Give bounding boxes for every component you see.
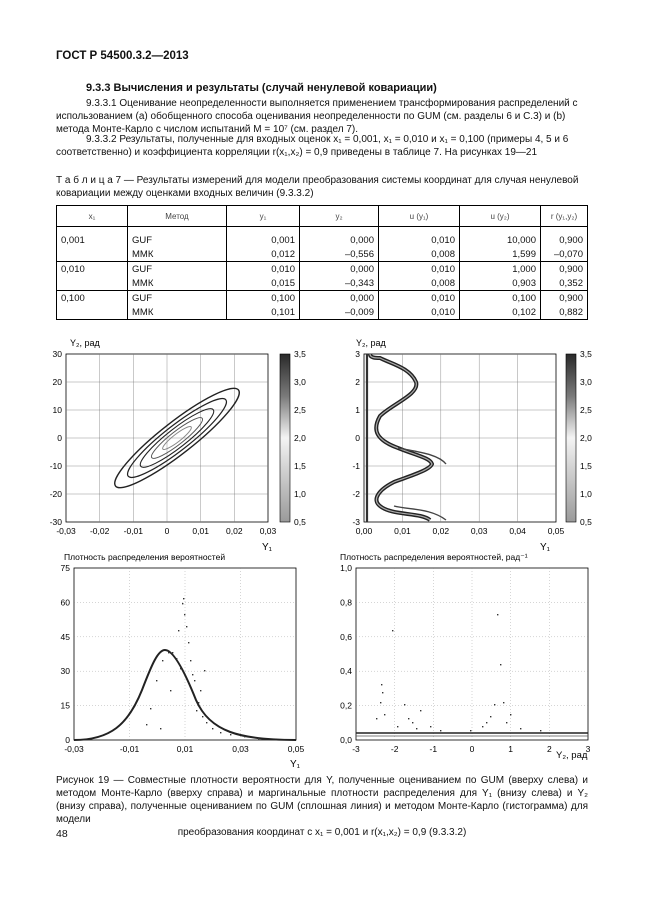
mc-histogram-mark xyxy=(258,738,259,739)
y-tick-label: 30 xyxy=(60,666,70,677)
mc-histogram-mark xyxy=(412,722,413,723)
colorbar-tick-label: 3,0 xyxy=(580,377,592,387)
br-xlabel: Y₂, рад xyxy=(556,750,588,761)
mc-histogram-mark xyxy=(380,702,381,703)
section-title: 9.3.3 Вычисления и результаты (случай ненулевой ковариации) xyxy=(86,82,437,94)
cell-y1: 0,101 xyxy=(227,305,300,320)
y-tick-label: 0 xyxy=(65,735,70,745)
x-tick-label: -1 xyxy=(429,744,438,754)
y-tick-label: 20 xyxy=(52,377,62,387)
col-u-y1: u (y₁) xyxy=(379,206,460,227)
cell-y2: –0,343 xyxy=(300,276,379,291)
col-y1: y₁ xyxy=(227,206,300,227)
y-tick-label: -10 xyxy=(49,461,62,471)
figure-caption xyxy=(56,774,588,839)
plot-bottom-left xyxy=(61,552,305,770)
cell-x1: 0,001 xyxy=(57,227,128,248)
x-tick-label: -0,03 xyxy=(56,526,76,536)
colorbar-tick-label: 2,0 xyxy=(580,433,592,443)
cell-y1: 0,015 xyxy=(227,276,300,291)
x-tick-label: 0,03 xyxy=(470,526,488,536)
br-frame xyxy=(356,568,588,740)
x-tick-label: 0,02 xyxy=(432,526,450,536)
cell-method: ММК xyxy=(128,276,227,291)
y-tick-label: 0,6 xyxy=(340,631,352,642)
x-tick-label: -0,01 xyxy=(123,526,144,536)
mc-histogram-mark xyxy=(520,728,521,729)
paragraph-9-3-3-1: 9.3.3.1 Оценивание неопределенности выполняется применением трансформирования распределений с использованием (a) обобщенного способа оценивания неопределенности по GUM (см. разделы 6 и С.3) и (b) метода Монте-Карло с числом испытаний M = 10⁷ (см. раздел 7). xyxy=(56,98,578,135)
x-tick-label: 0,05 xyxy=(547,526,565,536)
mc-histogram-mark xyxy=(503,702,504,703)
results-table xyxy=(56,205,588,320)
figure-19 xyxy=(0,330,646,770)
mc-histogram-mark xyxy=(204,670,205,671)
cell-y1: 0,012 xyxy=(227,247,300,262)
mc-histogram-mark xyxy=(540,730,541,731)
cell-method: GUF xyxy=(128,227,227,248)
y-tick-label: 2 xyxy=(355,377,360,387)
y-tick-label: 3 xyxy=(355,349,360,359)
mc-histogram-mark xyxy=(430,726,431,727)
cell-y2: 0,000 xyxy=(300,227,379,248)
mc-histogram-mark xyxy=(198,702,199,703)
tr-ylabel: Y₂, рад xyxy=(356,338,386,348)
tr-xlabel: Y₁ xyxy=(540,542,551,553)
cell-u-y2: 1,000 xyxy=(460,262,541,277)
bl-frame xyxy=(74,568,296,740)
cell-y2: 0,000 xyxy=(300,262,379,277)
x-tick-label: 2 xyxy=(546,744,552,754)
cell-y1: 0,010 xyxy=(227,262,300,277)
tl-xlabel: Y₁ xyxy=(262,542,273,553)
cell-y2: –0,556 xyxy=(300,247,379,262)
mc-histogram-mark xyxy=(486,722,487,723)
mc-histogram-mark xyxy=(500,664,501,665)
mc-histogram-mark xyxy=(490,716,491,717)
mc-histogram-mark xyxy=(156,680,157,681)
colorbar-tick-label: 3,5 xyxy=(580,349,592,359)
cell-r: 0,900 xyxy=(541,227,588,248)
colorbar-tick-label: 3,0 xyxy=(294,377,306,387)
plot-top-right xyxy=(352,338,592,553)
mc-histogram-mark xyxy=(178,630,179,631)
x-tick-label: -0,02 xyxy=(89,526,110,536)
mc-histogram-mark xyxy=(150,708,151,709)
colorbar-tick-label: 0,5 xyxy=(294,517,306,527)
y-tick-label: 0 xyxy=(57,433,62,443)
cell-u-y1: 0,010 xyxy=(379,227,460,248)
bl-title: Плотность распределения вероятностей xyxy=(64,552,226,562)
table-row xyxy=(57,276,588,291)
mc-histogram-mark xyxy=(168,652,169,653)
mc-histogram-mark xyxy=(497,614,498,615)
mc-histogram-mark xyxy=(188,642,189,643)
y-tick-label: 0,2 xyxy=(340,700,352,711)
mc-histogram-mark xyxy=(382,692,383,693)
y-tick-label: -20 xyxy=(49,489,62,499)
tl-ylabel: Y₂, рад xyxy=(70,338,100,348)
y-tick-label: 0,8 xyxy=(340,597,352,608)
mc-histogram-mark xyxy=(200,690,201,691)
figure-caption-text: Рисунок 19 — Совместные плотности вероятности для Y, полученные оцениванием по GUM (вверху слева) и методом Монте-Карло (вверху справа) и маргинальные плотности распределения для Y₁ (внизу слева) и Y₂ (внизу справа), полученные оцениванием по GUM (сплошная линия) и методом Монте-Карло (гистограмма) для модели xyxy=(56,775,588,825)
cell-u-y1: 0,010 xyxy=(379,291,460,306)
mc-histogram-mark xyxy=(160,728,161,729)
x-tick-label: 1 xyxy=(508,744,514,754)
x-tick-label: -3 xyxy=(352,744,360,754)
mc-histogram-mark xyxy=(176,658,177,659)
x-tick-label: 0,05 xyxy=(287,744,305,754)
x-tick-label: 0,03 xyxy=(232,744,249,754)
mc-histogram-mark xyxy=(202,716,203,717)
mc-histogram-mark xyxy=(196,710,197,711)
table-row xyxy=(57,247,588,262)
y-tick-label: 60 xyxy=(60,597,70,608)
x-tick-label: 3 xyxy=(585,744,591,754)
x-tick-label: -2 xyxy=(390,744,399,754)
cell-u-y1: 0,008 xyxy=(379,276,460,291)
mc-histogram-mark xyxy=(420,710,421,711)
mc-histogram-mark xyxy=(381,684,382,685)
x-tick-label: -0,01 xyxy=(119,744,140,754)
y-tick-label: 1,0 xyxy=(340,563,352,573)
mc-histogram-mark xyxy=(404,704,405,705)
figure-caption-last-line: преобразования координат с x₁ = 0,001 и r(x₁,x₂) = 0,9 (9.3.3.2) xyxy=(177,827,467,838)
mc-histogram-mark xyxy=(146,724,147,725)
colorbar-tick-label: 2,0 xyxy=(294,433,306,443)
y-tick-label: -3 xyxy=(352,517,360,527)
mc-histogram-mark xyxy=(510,714,511,715)
cell-method: GUF xyxy=(128,262,227,277)
table-row xyxy=(57,291,588,306)
cell-u-y1: 0,010 xyxy=(379,262,460,277)
x-tick-label: 0 xyxy=(164,526,170,536)
colorbar-tick-label: 1,5 xyxy=(294,461,306,471)
y-tick-label: -30 xyxy=(49,517,62,527)
cell-method: ММК xyxy=(128,305,227,320)
mc-histogram-mark xyxy=(392,630,393,631)
table-row xyxy=(57,262,588,277)
mc-histogram-mark xyxy=(162,660,163,661)
x-tick-label: 0 xyxy=(469,744,475,754)
table-caption: Т а б л и ц а 7 — Результаты измерений для модели преобразования системы координат для случая ненулевой ковариации между оценками входных величин (9.3.3.2) xyxy=(56,175,579,199)
cell-y1: 0,100 xyxy=(227,291,300,306)
col-x1: x₁ xyxy=(57,206,128,227)
mc-histogram-mark xyxy=(482,726,483,727)
table-row xyxy=(57,305,588,320)
cell-u-y2: 0,100 xyxy=(460,291,541,306)
x-tick-label: 0,03 xyxy=(259,526,277,536)
x-tick-label: 0,02 xyxy=(226,526,243,536)
col-u-y2: u (y₂) xyxy=(460,206,541,227)
mc-histogram-mark xyxy=(376,718,377,719)
page-number: 48 xyxy=(56,828,68,840)
cell-y2: –0,009 xyxy=(300,305,379,320)
colorbar-tick-label: 1,0 xyxy=(580,489,592,499)
colorbar-tick-label: 1,0 xyxy=(294,489,306,499)
mc-histogram-mark xyxy=(494,704,495,705)
x-tick-label: -0,03 xyxy=(64,744,84,754)
y-tick-label: 0,0 xyxy=(340,735,352,745)
plot-top-left xyxy=(50,338,306,553)
cell-u-y2: 1,599 xyxy=(460,247,541,262)
y-tick-label: 1 xyxy=(355,405,360,415)
colorbar-tick-label: 2,5 xyxy=(580,405,592,415)
tl-colorbar xyxy=(280,354,290,522)
mc-histogram-mark xyxy=(186,626,187,627)
y-tick-label: -1 xyxy=(352,461,360,471)
paragraph-9-3-3-2: 9.3.3.2 Результаты, полученные для входных оценок x₁ = 0,001, x₁ = 0,010 и x₁ = 0,100 (примеры 4, 5 и 6 соответственно) и коэффициента корреляции r(x₁,x₂) = 0,9 приведены в таблице 7. На рисунках 19—21 xyxy=(56,134,569,158)
cell-u-y2: 0,102 xyxy=(460,305,541,320)
mc-histogram-mark xyxy=(408,718,409,719)
mc-histogram-mark xyxy=(184,614,185,615)
plot-bottom-right xyxy=(340,552,591,761)
mc-histogram-mark xyxy=(384,714,385,715)
document-header: ГОСТ Р 54500.3.2—2013 xyxy=(56,50,189,62)
mc-histogram-mark xyxy=(172,652,173,653)
mc-histogram-mark xyxy=(170,690,171,691)
y-tick-label: 30 xyxy=(52,349,62,359)
col-r-y1y2: r (y₁,y₂) xyxy=(541,206,588,227)
mc-histogram-mark xyxy=(194,680,195,681)
cell-r: –0,070 xyxy=(541,247,588,262)
cell-x1: 0,100 xyxy=(57,291,128,306)
cell-x1: 0,010 xyxy=(57,262,128,277)
y-tick-label: 10 xyxy=(52,405,62,415)
mc-histogram-mark xyxy=(416,728,417,729)
colorbar-tick-label: 3,5 xyxy=(294,349,306,359)
mc-histogram-mark xyxy=(192,674,193,675)
mc-histogram-mark xyxy=(230,734,231,735)
y-tick-label: 75 xyxy=(60,563,70,573)
col-method: Метод xyxy=(128,206,227,227)
br-title: Плотность распределения вероятностей, рад⁻¹ xyxy=(340,552,528,562)
colorbar-tick-label: 1,5 xyxy=(580,461,592,471)
cell-r: 0,882 xyxy=(541,305,588,320)
x-tick-label: 0,01 xyxy=(192,526,209,536)
table-row xyxy=(57,227,588,248)
y-tick-label: 45 xyxy=(60,631,70,642)
mc-histogram-mark xyxy=(397,726,398,727)
cell-u-y2: 10,000 xyxy=(460,227,541,248)
mc-histogram-mark xyxy=(220,732,221,733)
mc-histogram-mark xyxy=(190,660,191,661)
mc-histogram-mark xyxy=(506,722,507,723)
table-header-row xyxy=(57,206,588,227)
mc-histogram-mark xyxy=(470,730,471,731)
y-tick-label: 0 xyxy=(355,433,360,443)
cell-method: ММК xyxy=(128,247,227,262)
cell-r: 0,900 xyxy=(541,262,588,277)
mc-histogram-mark xyxy=(440,730,441,731)
colorbar-tick-label: 0,5 xyxy=(580,517,592,527)
tr-colorbar xyxy=(566,354,576,522)
x-tick-label: 0,00 xyxy=(355,526,373,536)
x-tick-label: 0,01 xyxy=(394,526,411,536)
bl-xlabel: Y₁ xyxy=(290,759,301,770)
x-tick-label: 0,04 xyxy=(509,526,526,536)
cell-y2: 0,000 xyxy=(300,291,379,306)
mc-histogram-mark xyxy=(244,736,245,737)
y-tick-label: 15 xyxy=(60,700,70,711)
y-tick-label: -2 xyxy=(352,489,360,499)
mc-histogram-mark xyxy=(212,728,213,729)
y-tick-label: 0,4 xyxy=(340,666,352,677)
cell-method: GUF xyxy=(128,291,227,306)
cell-u-y2: 0,903 xyxy=(460,276,541,291)
cell-u-y1: 0,010 xyxy=(379,305,460,320)
col-y2: y₂ xyxy=(300,206,379,227)
mc-histogram-mark xyxy=(182,603,183,604)
cell-r: 0,900 xyxy=(541,291,588,306)
mc-histogram-mark xyxy=(183,598,184,599)
mc-histogram-mark xyxy=(206,722,207,723)
mc-histogram-mark xyxy=(180,668,181,669)
x-tick-label: 0,01 xyxy=(176,744,194,754)
cell-u-y1: 0,008 xyxy=(379,247,460,262)
cell-r: 0,352 xyxy=(541,276,588,291)
colorbar-tick-label: 2,5 xyxy=(294,405,306,415)
cell-y1: 0,001 xyxy=(227,227,300,248)
